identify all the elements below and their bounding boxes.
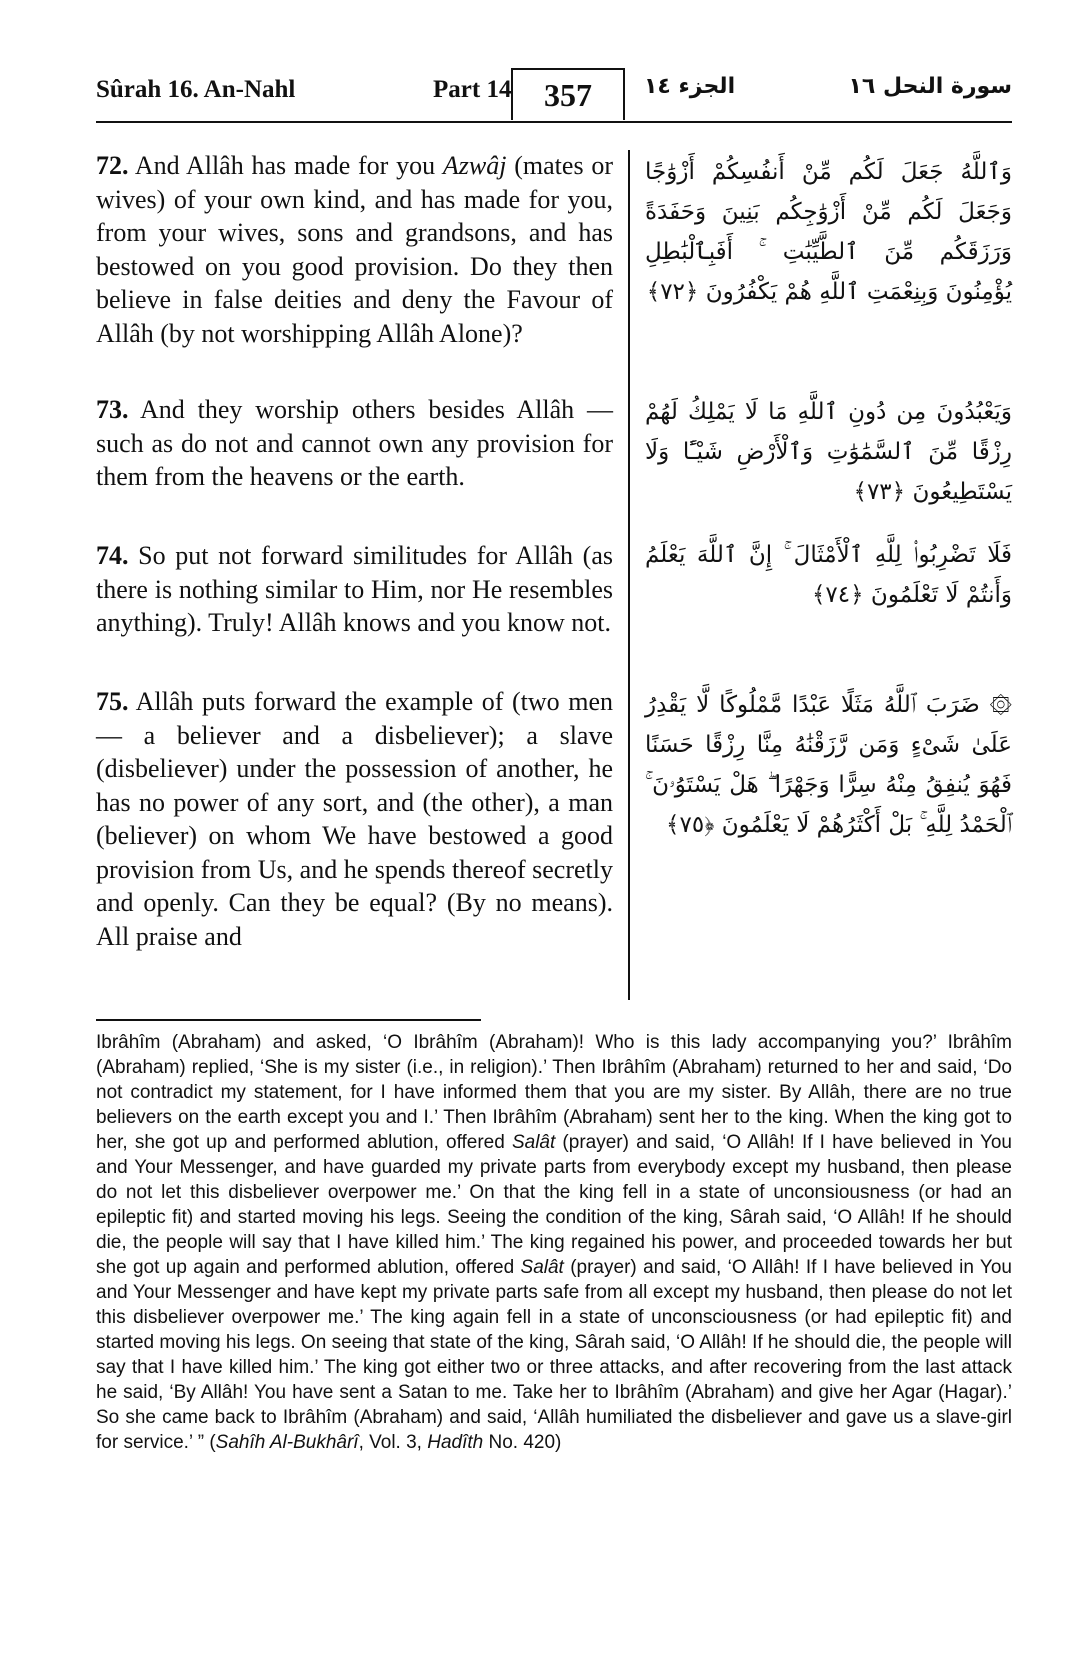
footnote-term: Salât [511, 1132, 556, 1153]
verse-number: 74. [96, 541, 129, 570]
verse-75-arabic: ۞ ضَرَبَ ٱللَّهُ مَثَلًا عَبْدًا مَّمْلُوكًا لَّا يَقْدِرُ عَلَىٰ شَىْءٍ وَمَن رَّزَقْنَٰهُ مِنَّا رِزْقًا حَسَنًا فَهُوَ يُنفِقُ مِنْهُ سِرًّا وَجَهْرًا ۖ هَلْ يَسْتَوُۥنَ ۚ ٱلْحَمْدُ لِلَّهِ ۚ بَلْ أَكْثَرُهُمْ لَا يَعْلَمُونَ ﴿٧٥﴾ [645, 692, 1012, 838]
verse-74-arabic: فَلَا تَضْرِبُوا۟ لِلَّهِ ٱلْأَمْثَالَ ۚ إِنَّ ٱللَّهَ يَعْلَمُ وَأَنتُمْ لَا تَعْلَمُونَ ﴿٧٤﴾ [645, 542, 1012, 608]
verse-text: Allâh puts forward the example of (two men — a believer and a disbeliever); a slave (disbeliever) under the possession of another, he has no power of any sort, and (the other), a man (believer) on whom We have bestowed a good provision from Us, and he spends thereof secretly and openly. Can they be equal? (By no means). All praise and [96, 687, 613, 951]
verse-number: 72. [96, 151, 129, 180]
part-label: Part 14 [433, 76, 512, 103]
verse-74-translation [96, 539, 613, 640]
page-header [96, 62, 1012, 120]
verse-72-arabic: وَٱللَّهُ جَعَلَ لَكُم مِّنْ أَنفُسِكُمْ أَزْوَٰجًا وَجَعَلَ لَكُم مِّنْ أَزْوَٰجِكُم بَنِينَ وَحَفَدَةً وَرَزَقَكُم مِّنَ ٱلطَّيِّبَٰتِ ۚ أَفَبِٱلْبَٰطِلِ يُؤْمِنُونَ وَبِنِعْمَتِ ٱللَّهِ هُمْ يَكْفُرُونَ ﴿٧٢﴾ [645, 159, 1012, 305]
verse-text: And Allâh has made for you [128, 151, 443, 180]
surah-title: Sûrah 16. An-Nahl [96, 76, 296, 103]
footnote-term: Hadîth [427, 1432, 484, 1453]
verse-number: 75. [96, 687, 129, 716]
verse-text: So put not forward similitudes for Allâh (as there is nothing similar to Him, nor He resembles anything). Truly! Allâh knows and you know not. [96, 541, 613, 637]
juz-label-arabic: الجزء ١٤ [644, 74, 736, 99]
footnote-text: (prayer) and said, ‘O Allâh! If I have believed in You and Your Messenger, and have guarded my private parts from everybody except my husband, then please do not let this disbeliever overpower me.’ On that the king fell in a state of unconsiousness (or had an epileptic fit) and started moving his legs. Seeing the condition of the king, Sârah said, ‘O Allâh! If he should die, the people will say that I have killed him.’ The king regained his power, and proceeded towards her but she got up again and performed ablution, offered [96, 1132, 1013, 1278]
footnote-text: No. 420) [483, 1432, 562, 1453]
verse-text: And they worship others besides Allâh — such as do not and cannot own any provision for them from the heavens or the earth. [96, 395, 613, 491]
surah-title-arabic: سورة النحل ١٦ [848, 74, 1012, 99]
footnote-text: Ibrâhîm (Abraham) and asked, ‘O Ibrâhîm (Abraham)! Who is this lady accompanying you?’ Ibrâhîm (Abraham) replied, ‘She is my sister (i.e., in religion).’ Then Ibrâhîm (Abraham) returned to her and said, ‘Do not contradict my statement, for I have informed them that you are my sister. By Allâh, there are no true believers on the earth except you and I.’ Then Ibrâhîm (Abraham) sent her to the king. When the king got to her, she got up and performed ablution, offered [96, 1032, 1012, 1153]
footnote-rule [96, 1019, 481, 1021]
verse-number: 73. [96, 395, 129, 424]
footnote-text: (prayer) and said, ‘O Allâh! If I have believed in You and Your Messenger and have kept my private parts safe from all except my husband, then please do not let this disbeliever overpower me.’ The king again fell in a state of unconsciousness (or had epileptic fit) and started moving his legs. On seeing that state of the king, Sârah said, ‘O Allâh! If he should die, the people will say that I have killed him.’ The king got either two or three attacks, and after recovering from the last attack he said, ‘By Allâh! You have sent a Satan to me. Take her to Ibrâhîm (Abraham) and give her Agar (Hagar).’ So she came back to Ibrâhîm (Abraham) and said, ‘Allâh humiliated the disbeliever and gave us a slave-girl for service.’ ” ( [96, 1257, 1012, 1453]
footnote-source: Sahîh Al-Bukhârî [215, 1432, 359, 1453]
verse-term: Azwâj [442, 151, 507, 180]
column-divider [628, 150, 630, 1000]
verse-73-translation [96, 393, 613, 494]
footnote-term: Salât [520, 1257, 564, 1278]
footnote [96, 1030, 1012, 1455]
verse-73-arabic: وَيَعْبُدُونَ مِن دُونِ ٱللَّهِ مَا لَا يَمْلِكُ لَهُمْ رِزْقًا مِّنَ ٱلسَّمَٰوَٰتِ وَٱلْأَرْضِ شَيْـًٔا وَلَا يَسْتَطِيعُونَ ﴿٧٣﴾ [645, 399, 1012, 505]
page-number: 357 [511, 68, 625, 120]
verse-75-translation [96, 685, 613, 953]
verse-text: (mates or wives) of your own kind, and has made for you, from your wives, sons and grandsons, and has bestowed on you good provision. Do they then believe in false deities and deny the Favour of Allâh (by not worshipping Allâh Alone)? [96, 151, 614, 348]
verse-72-translation [96, 149, 613, 350]
footnote-text: , Vol. 3, [358, 1432, 428, 1453]
header-rule [96, 121, 1012, 123]
